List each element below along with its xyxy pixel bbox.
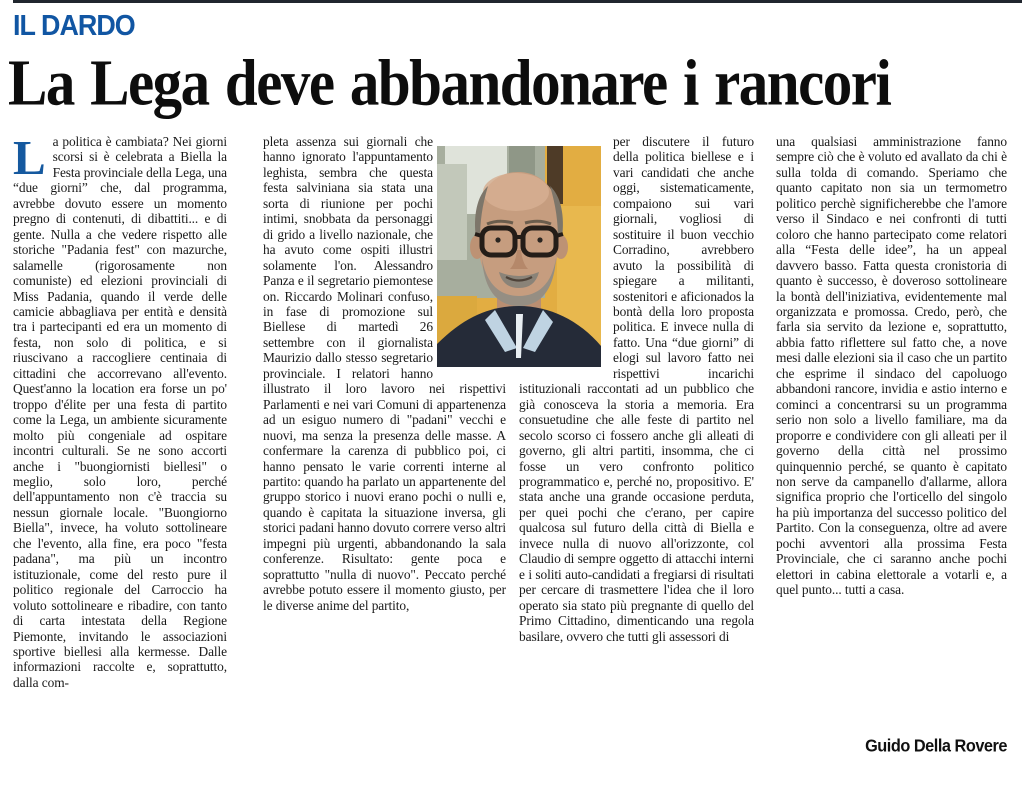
- column-3-text: per discutere il futuro della politica biellese e i vari candidati che anche oggi, sistematicamente, compaiono sui vari giornali, vogliosi di sostituire il buon vecchio Corradino, avrebbero avuto la possibilità di spiegare a militanti, sostenitori e aficionados la bontà della loro proposta politica. E invece nulla di fatto. Una “due giorni” di elogi sul lavoro fatto nei rispettivi incarichi istituzionali raccontati ad un pubblico che già conosceva la storia a memoria. Era consuetudine che alle feste di partito nel secolo scorso ci fossero anche gli alleati di governo, gli altri partiti, insomma, che ci fosse un vero confronto politico programmatico e, perché no, propositivo. E' stata anche una grande occasione perduta, per quei pochi che c'erano, per capire qualcosa sul futuro della città di Biella e invece nulla di nuovo all'orizzonte, col Claudio di sempre oggetto di attacchi interni e i soliti auto-candidati a fregiarsi di risultati per cercare di trasmettere l'idea che il loro operato sia stato più pregnante di quello del Primo Cittadino, dimenticando una regola basilare, ovvero che tutti gli assessori di: [519, 134, 754, 644]
- column-4-text: una qualsiasi amministrazione fanno sempre ciò che è voluto ed avallato da chi è sulla tolda di comando. Speriamo che quanto capitato non sia un termometro politico perchè significherebbe che l'amore verso il Sindaco e nei confronti di tutti coloro che hanno partecipato come relatori alla “Festa delle idee”, ha un appeal davvero basso. Fatta questa cronistoria di quanto è successo, è doveroso sottolineare la bontà dell'iniziativa, evidentemente mal organizzata e promossa. Credo, però, che farla sia servito da lezione e, soprattutto, abbia fatto riflettere sul fatto che, a nove mesi dalle elezioni sia il caso che un partito che esprime il sindaco del capoluogo abbandoni rancore, invidia e astio interno e cominci a concentrarsi su un programma serio non solo a livello familiare, ma da proporre e condividere con gli alleati per il governo della città nel prossimo quinquennio perché, se quanto è capitato non serve da campanello d'allarme, allora significa proprio che l'orticello del singolo ha più importanza del successo politico del Partito. Con la conseguenza, oltre ad avere pochi avventori alla prossima Festa Provinciale, che ci saranno anche pochi elettori in cabina elettorale a votarli e, a quel punto... tutti a casa.: [776, 134, 1007, 598]
- column-1-text: a politica è cambiata? Nei giorni scorsi si è celebrata a Biella la Festa provinciale della Lega, una “due giorni” che, dal programma, avrebbe dovuto essere un momento pregno di contenuti, di dibattiti... e di gente. Nulla a che vedere rispetto alle storiche "Padania fest" con mazurche, salamelle (rigorosamente non comuniste) ed elezioni provinciali di Miss Padania, quando il verde delle camicie abbagliava per entità e densità tra i partecipanti ed era un momento di festa, non solo di politica, e si riuscivano a raccogliere centinaia di cittadini che accorrevano all'evento. Quest'anno la location era forse un po' troppo d'élite per una festa di partito come la Lega, un ambiente sicuramente molto più congeniale ad ospitare incontri culturali. Se ne sono accorti anche i "buongiornisti biellesi" o meglio, solo loro, perché dell'appuntamento non c'è traccia su nessun giornale locale. "Buongiorno Biella", invece, ha voluto sottolineare che l'evento, alla fine, era poco "festa padana", ma più un incontro istituzionale, come del resto pure il politico regionale del Carroccio ha voluto sottolineare e ribadire, con tanto di carta intestata della Regione Piemonte, invitando le associazioni sportive biellesi alla kermesse. Dalle informazioni raccolte e, soprattutto, dalla com-: [13, 134, 227, 690]
- article-column-1: [13, 134, 227, 759]
- author-byline: Guido Della Rovere: [865, 736, 1007, 756]
- column-2-text: pleta assenza sui giornali che hanno ignorato l'appuntamento leghista, sembra che questa festa salviniana sia stata una sorta di riunione per pochi intimi, snobbata da personaggi di grido a livello nazionale, che ha avuto come ospiti illustri solamente l'on. Alessandro Panza e il segretario piemontese on. Riccardo Molinari confuso, in fase di promozione sul Biellese di martedì 26 settembre con il giornalista Maurizio dallo stesso segretario provinciale. I relatori hanno illustrato il loro lavoro nei rispettivi Parlamenti e nei vari Comuni di appartenenza ad un esiguo numero di "padani" vecchi e nuovi, ma senza la presenza delle masse. A confermare la carenza di pubblico poi, ci hanno pensato le varie correnti interne al partito: quando ha parlato un appartenente del gruppo storico i nuovi erano pochi o nulli e, quando è capitata la situazione inversa, gli storici padani hanno dovuto correre verso altri impegni più urgenti, abbandonando la sala conferenze. Risultato: gente poca e soprattutto "nulla di nuovo". Peccato perché avrebbe potuto essere il momento giusto, per le diverse anime del partito,: [263, 134, 506, 613]
- article-headline: La Lega deve abbandonare i rancori: [8, 45, 891, 120]
- dropcap-letter: L: [13, 134, 46, 185]
- portrait-photo: [437, 146, 601, 367]
- article-column-4: [776, 134, 1007, 759]
- top-rule: [13, 0, 1022, 3]
- portrait-photo-illustration: [437, 146, 601, 367]
- section-kicker: IL DARDO: [13, 9, 135, 42]
